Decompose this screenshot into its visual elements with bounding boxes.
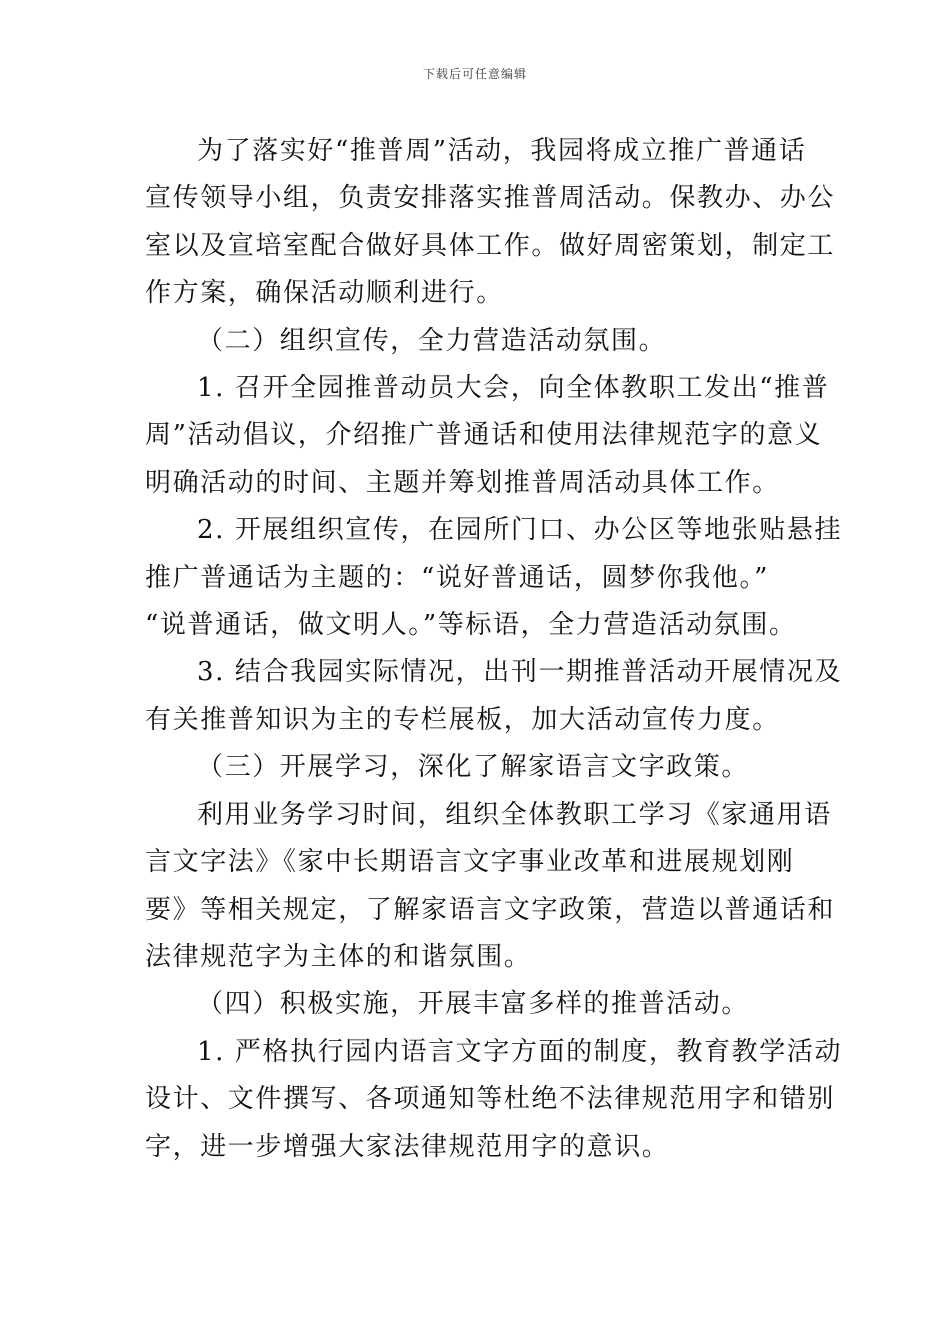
text-line: 室以及宣培室配合做好具体工作。做好周密策划，制定工 (145, 230, 836, 261)
text-line: 周”活动倡议，介绍推广普通话和使用法律规范字的意义 (145, 420, 823, 451)
text-line: 作方案，确保活动顺利进行。 (145, 278, 504, 309)
paragraph-item-3 (145, 649, 843, 744)
paragraph-intro (145, 128, 836, 318)
text-line: 设计、文件撰写、各项通知等杜绝不法律规范用字和错别 (145, 1084, 836, 1115)
text-line: “说普通话，做文明人。”等标语，全力营造活动氛围。 (145, 610, 797, 641)
text-line: 要》等相关规定，了解家语言文字政策，营造以普通话和 (145, 894, 836, 925)
page-header-note: 下载后可任意编辑 (422, 67, 527, 81)
document-body (145, 128, 843, 1171)
text-line: 言文字法》《家中长期语言文字事业改革和进展规划刚 (145, 847, 795, 878)
text-line: 宣传领导小组，负责安排落实推普周活动。保教办、办公 (145, 183, 836, 214)
text-line: 2. 开展组织宣传，在园所门口、办公区等地张贴悬挂 (197, 515, 843, 546)
paragraph-item-1 (145, 365, 830, 507)
text-line: 1. 召开全园推普动员大会，向全体教职工发出“推普 (197, 373, 830, 404)
paragraph-item-4-1 (145, 1029, 843, 1171)
paragraph-study (145, 792, 836, 982)
text-line: 法律规范字为主体的和谐氛围。 (145, 941, 532, 972)
paragraph-item-2 (145, 507, 843, 649)
text-line: 3. 结合我园实际情况，出刊一期推普活动开展情况及 (197, 657, 843, 688)
text-line: 利用业务学习时间，组织全体教职工学习《家通用语 (197, 799, 832, 830)
section-heading-2 (145, 318, 805, 365)
text-line: 有关推普知识为主的专栏展板，加大活动宣传力度。 (145, 704, 780, 735)
text-line: 为了落实好“推普周”活动，我园将成立推广普通话 (197, 136, 807, 166)
text-line: 1. 严格执行园内语言文字方面的制度，教育教学活动 (197, 1036, 843, 1067)
text-line: （二）组织宣传，全力营造活动氛围。 (197, 325, 667, 356)
section-heading-3 (145, 744, 805, 791)
text-line: 推广普通话为主题的：“说好普通话，圆梦你我他。” (145, 562, 769, 593)
text-line: 明确活动的时间、主题并筹划推普周活动具体工作。 (145, 467, 780, 498)
text-line: （四）积极实施，开展丰富多样的推普活动。 (197, 989, 750, 1020)
section-heading-4 (145, 981, 805, 1028)
text-line: 字，进一步增强大家法律规范用字的意识。 (145, 1131, 670, 1162)
text-line: （三）开展学习，深化了解家语言文字政策。 (197, 752, 750, 783)
